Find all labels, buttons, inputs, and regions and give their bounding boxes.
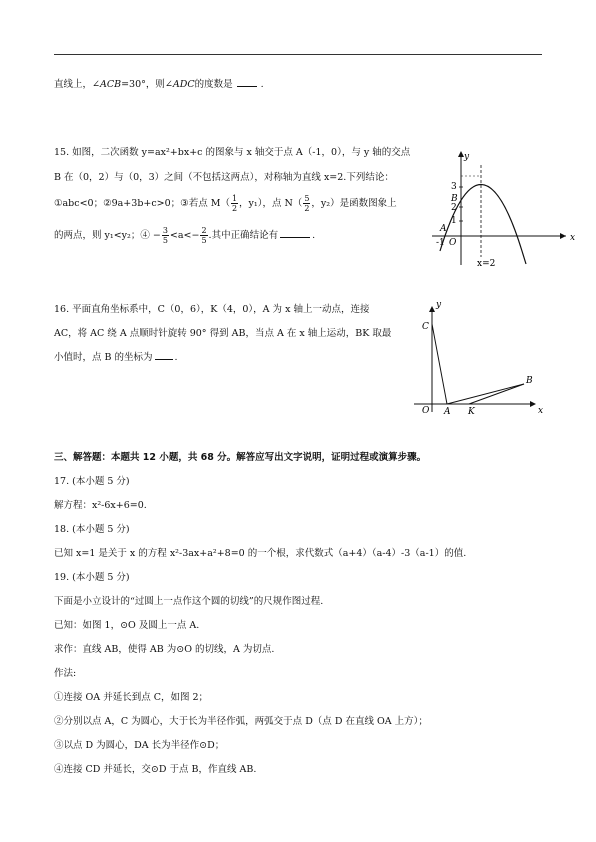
fraction-three-fifths	[162, 226, 169, 245]
text: .	[260, 79, 264, 90]
fraction-half	[231, 194, 238, 213]
x-label: x	[538, 406, 544, 416]
q18-body: 已知 x=1 是关于 x 的方程 x²-3ax+a²+8=0 的一个根，求代数式（a+4）（a-4）-3（a-1）的值.	[54, 548, 467, 559]
section-heading: 三、解答题：本题共 12 小题，共 68 分。解答应写出文字说明，证明过程或演算步骤。	[54, 452, 427, 463]
text: 小值时，点 B 的坐标为	[54, 352, 153, 363]
y-label: y	[436, 300, 442, 310]
point-b-label: B	[451, 194, 458, 204]
text: .其中正确结论有	[208, 230, 279, 241]
q19-line6: ②分别以点 A，C 为圆心，大于长为半径作弧，两弧交于点 D（点 D 在直线 OA 上方）；	[54, 716, 428, 727]
q19-line1: 下面是小立设计的“过圆上一点作这个圆的切线”的尺规作图过程.	[54, 596, 324, 607]
q17-head: 17. (本小题 5 分)	[54, 476, 130, 487]
q16-line1: 16. 平面直角坐标系中，C（0，6），K（4，0），A 为 x 轴上一动点，连接	[54, 304, 370, 315]
origin-label: O	[449, 238, 457, 248]
num: 1	[231, 194, 238, 203]
q15-line3	[54, 193, 397, 215]
den: 2	[304, 204, 310, 213]
text: .	[174, 352, 178, 363]
fraction-two-fifths	[200, 226, 207, 245]
text: ，y₁），点 N（	[239, 198, 303, 209]
q15-line4	[54, 225, 315, 247]
symmetry-label: x=2	[477, 259, 496, 269]
text: ACB	[99, 79, 122, 90]
text: 直线上，∠	[54, 79, 100, 90]
parabola-graph	[430, 145, 580, 270]
answer-blank	[280, 237, 310, 238]
answer-blank	[155, 359, 173, 360]
tick-label-2: 2	[451, 203, 457, 213]
q15-line1: 15. 如图，二次函数 y=ax²+bx+c 的图象与 x 轴交于点 A（-1，0），与 y 轴的交点	[54, 147, 411, 158]
q16-line3	[54, 351, 178, 365]
text: ①abc<0；②9a+3b+c>0；③若点 M（	[54, 198, 230, 209]
header-rule	[54, 54, 542, 55]
q19-line5: ①连接 OA 并延长到点 C，如图 2；	[54, 692, 209, 703]
den: 2	[231, 204, 238, 213]
point-a-label: A	[444, 407, 451, 417]
x-arrow-icon	[560, 233, 566, 239]
text: ，y₂）是函数图象上	[311, 198, 397, 209]
q19-line3: 求作：直线 AB，使得 AB 为⊙O 的切线，A 为切点.	[54, 644, 275, 655]
num: 3	[162, 226, 168, 235]
segment-bk	[469, 384, 524, 404]
text: <a<−	[169, 230, 200, 241]
den: 5	[162, 236, 168, 245]
y-arrow-icon	[429, 306, 435, 312]
fraction-five-half	[303, 194, 310, 213]
point-b-label: B	[526, 376, 533, 386]
x-label: x	[570, 233, 576, 243]
num: 5	[304, 194, 310, 203]
text: =30°，则∠	[121, 79, 173, 90]
q14-tail	[54, 78, 264, 92]
tick-label-3: 3	[451, 182, 457, 192]
segment-ab	[447, 384, 524, 404]
q18-head: 18. (本小题 5 分)	[54, 524, 130, 535]
x-arrow-icon	[530, 401, 536, 407]
q17-body: 解方程：x²-6x+6=0.	[54, 500, 147, 511]
point-k-label: K	[468, 407, 475, 417]
text: ADC	[172, 79, 195, 90]
y-label: y	[464, 152, 470, 162]
q16-line2: AC，将 AC 绕 A 点顺时针旋转 90° 得到 AB，当点 A 在 x 轴上运动，BK 取最	[54, 328, 392, 339]
q19-line4: 作法:	[54, 668, 77, 679]
q19-line8: ④连接 CD 并延长，交⊙D 于点 B，作直线 AB.	[54, 764, 257, 775]
den: 5	[201, 236, 207, 245]
text: .	[312, 230, 316, 241]
point-c-label: C	[422, 322, 429, 332]
q19-line2: 已知：如图 1，⊙O 及圆上一点 A.	[54, 620, 200, 631]
origin-label: O	[422, 406, 430, 416]
num: 2	[201, 226, 207, 235]
answer-blank	[237, 86, 257, 87]
segment-ac	[432, 324, 447, 404]
q15-line2: B 在（0，2）与（0，3）之间（不包括这两点），对称轴为直线 x=2.下列结论：	[54, 172, 394, 183]
rotation-graph	[412, 296, 547, 421]
text: 的度数是	[194, 79, 233, 90]
q19-line7: ③以点 D 为圆心，DA 长为半径作⊙D；	[54, 740, 225, 751]
point-a-label: A	[440, 224, 447, 234]
q19-head: 19. (本小题 5 分)	[54, 572, 130, 583]
tick-label-1: 1	[451, 216, 457, 226]
tick-label-minus1: -1	[436, 238, 445, 248]
text: 的两点，则 y₁<y₂；④ −	[54, 230, 161, 241]
